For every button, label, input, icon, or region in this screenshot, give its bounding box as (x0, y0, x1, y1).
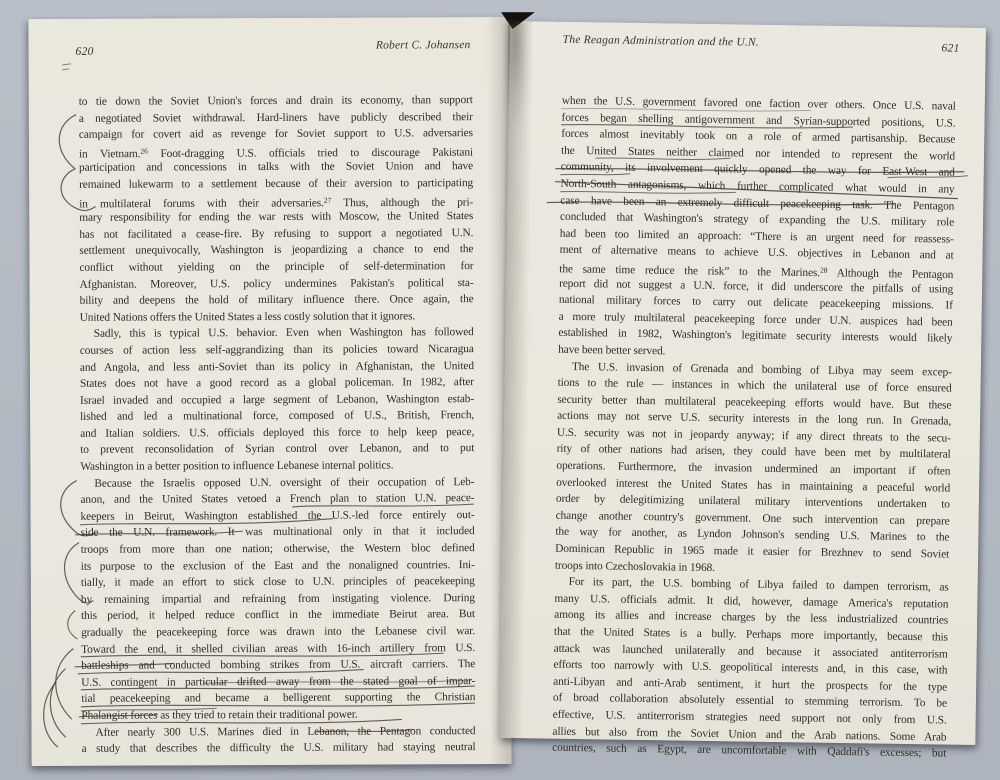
text-line: national military forces to carry out delicate peacekeeping missions. If (558, 293, 953, 312)
text-line: U.S. security was not in jeopardy anyway; if any direct threats to the secu- (556, 426, 951, 445)
text-line: keepers in Beirut, Washington established the U.S.-led force entirely out- (80, 508, 475, 523)
text-line: the United States neither claimed nor intended to represent the world (560, 144, 956, 163)
left-page-header (75, 39, 471, 58)
text-line: in multilateral forums with their adversaries.$^{27}$ Thus, although the pri- (79, 195, 474, 210)
margin-arc (68, 611, 77, 639)
text-line: battleships and conducted bombing strikes from U.S. aircraft carriers. The (81, 658, 476, 673)
text-line: of broad collaboration absolutely essential to stemming terrorism. To be (552, 692, 948, 710)
text-line: conflict without yielding on the principle of self-determination for (79, 260, 474, 274)
text-line: the same time reduce the risk” to the Marines.$^{28}$ Although the Pentagon (559, 263, 954, 282)
text-line: United Nations offers the United States a less costly solution that it ignores. (79, 310, 416, 324)
running-head: The Reagan Administration and the U.N. (562, 33, 759, 49)
page-number: 621 (941, 42, 960, 55)
left-page (28, 17, 511, 766)
text-line: in Vietnam.$^{26}$ Foot-dragging U.S. officials tried to discourage Pakistani (78, 146, 473, 161)
text-line: Because the Israelis opposed U.N. oversight of their occupation of Leb- (94, 475, 475, 490)
text-line: report did not suggest a U.N. force, it did underscore the pitfalls of using (559, 277, 954, 296)
text-line: attack was launched unilaterally and because it associated antiterrorism (553, 642, 948, 661)
text-line: U.S. contingent in particular drifted away from the stated goal of impar- (81, 674, 476, 689)
text-line: a more truly multilateral peacekeeping force under U.N. auspices had been (558, 310, 953, 329)
text-line: case have been an extremely difficult peacekeeping task. The Pentagon (560, 194, 955, 213)
text-line: tially, it made an effort to stick close to U.N. principles of peacekeeping (80, 575, 475, 590)
left-page-body-text (79, 92, 476, 757)
text-line: established in 1982, Washington's legitimate security interests would likely (558, 327, 953, 345)
text-line: campaign for covert aid as revenge for Soviet support to U.S. adversaries (78, 127, 473, 142)
text-line: among its allies and increase charges by the less industrialized countries (554, 609, 949, 627)
text-line: ment of alternative means to achieve U.S. objectives in Lebanon and at (559, 244, 954, 262)
text-line: operations. Furthermore, the invasion undermined an important if often (556, 459, 951, 478)
text-line: by remaining impartial and refraining from instigating violence. During (80, 591, 475, 606)
text-line: remained lukewarm to a settlement because of their aversion to participating (79, 177, 474, 191)
text-line: settlement unequivocally, Washington is jeopardizing a chance to end the (79, 243, 474, 258)
text-line: North-South antagonisms, which further complicated what would in any (560, 177, 955, 196)
text-line: its purpose to the exclusion of the East and the nonaligned countries. Ini- (80, 558, 475, 573)
text-line: Afghanistan. Moreover, U.S. policy undermines Pakistan's political sta- (79, 276, 474, 291)
text-line: rity of other nations had arisen, they could have been met by multilateral (556, 443, 951, 462)
text-line: community, its involvement quickly opened the way for East-West and (560, 161, 955, 179)
text-line: participation and concessions in talks with the Soviet Union and have (78, 160, 474, 175)
text-line: side the U.N. framework. It was multinational only in that it included (80, 525, 475, 540)
text-line: many U.S. officials admit. It did, however, damage America's reputation (554, 592, 949, 611)
text-line: courses of action less self-aggrandizing than its policies toward Nicaragua (79, 343, 474, 357)
right-page (499, 21, 986, 760)
text-line: a negotiated Soviet withdrawal. Hard-liners have publicly described their (78, 110, 473, 125)
text-line: Sadly, this is typical U.S. behavior. Even when Washington has followed (93, 326, 474, 341)
text-line: had been too limited an approach: “There is an urgent need for reassess- (559, 227, 954, 246)
text-line: States does not have a good record as a global policeman. In 1982, after (79, 376, 474, 390)
text-line: The U.S. invasion of Grenada and bombing of Libya may seem excep- (571, 360, 952, 379)
text-line: a study that describes the difficulty the U.S. military had staying neutral (81, 741, 476, 755)
text-line: Dominican Republic in 1965 made it easier for Brezhnev to send Soviet (555, 542, 950, 561)
right-page-body-text (552, 93, 956, 763)
text-line: when the U.S. government favored one faction over others. Once U.S. naval (561, 94, 956, 113)
text-line: actions may not serve U.S. security interests in the long run. In Grenada, (557, 410, 952, 428)
text-line: Washington in a better position to influence Lebanese internal politics. (80, 459, 394, 473)
text-line: efforts too narrowly with U.S. geopolitical interests and, in this case, with (553, 658, 948, 677)
text-line: troops from more than one nation; otherwise, the Western bloc defined (80, 542, 475, 556)
text-line: to tie down the Soviet Union's forces and drain its economy, than support (78, 94, 473, 108)
text-line: anti-Libyan and anti-Arab sentiment, it hurt the prospects for the type (553, 675, 948, 694)
margin-arc (44, 683, 58, 747)
text-line: Israel invaded and occupied a large segment of Lebanon, Washington estab- (80, 392, 475, 407)
text-line: effective, U.S. antiterrorism strategies need support not only from U.S. (552, 708, 947, 727)
text-line: to prevent reconsolidation of Syrian control over Lebanon, and to put (80, 442, 475, 457)
text-line: For its part, the U.S. bombing of Libya failed to dampen terrorism, as (568, 576, 949, 594)
text-line: Phalangist forces as they tried to retain their traditional power. (81, 708, 358, 722)
text-line: has not facilitated a cease-fire. By refusing to support a negotiated U.N. (79, 226, 474, 241)
text-line: bility and deepens the hold of military influence there. Once again, the (79, 293, 474, 307)
text-line: gradually the peacekeeping force was drawn into the Lebanese civil war. (81, 625, 476, 639)
text-line: change another country's government. One such intervention can prepare (555, 509, 950, 528)
text-line: this period, it helped reduce conflict in the immediate Beirut area. But (80, 608, 476, 623)
text-line: mary responsibility for ending the war rests with Moscow, the United States (79, 210, 474, 224)
text-line: Toward the end, it shelled civilian areas with 16-inch artillery from U.S. (81, 641, 476, 656)
text-line: order by delegitimizing unilateral military interventions undertaken to (555, 492, 950, 511)
margin-arc (50, 669, 65, 737)
text-line: security better than multilateral peacekeeping efforts would have. But these (557, 393, 952, 412)
text-line: troops into Czechoslovakia in 1968. (554, 559, 716, 574)
text-line: allies but also from the Soviet Union and the Arab nations. Some Arab (552, 725, 947, 744)
spine-smudge (504, 22, 530, 132)
running-head: Robert C. Johansen (375, 39, 471, 52)
text-line: and Italian soldiers. U.S. officials deployed this force to help keep peace, (80, 425, 475, 440)
text-line: and Angola, and less anti-Soviet than its policy in Afghanistan, the United (79, 359, 474, 374)
text-line: have been better served. (558, 343, 666, 358)
text-line: overlooked interest the United States has in maintaining a peaceful world (556, 476, 951, 495)
text-line: anon, and the United States vetoed a French plan to station U.N. peace- (80, 492, 475, 507)
margin-arc (56, 649, 74, 719)
pen-dash-mark (63, 64, 71, 70)
right-page-header (562, 33, 960, 55)
text-line: countries, such as Egypt, are uncomfortable with Qaddafi's excesses; but (552, 741, 947, 760)
text-line: forces almost inevitably took on a role of armed partisanship. Because (561, 127, 956, 146)
text-line: the way for another, as Lyndon Johnson's sending U.S. Marines to the (555, 526, 950, 545)
text-line: concluded that Washington's strategy of expanding the U.S. military role (560, 210, 955, 229)
page-number: 620 (75, 45, 94, 58)
text-line: tions to the rule — instances in which the unilateral use of force ensured (557, 376, 952, 395)
text-line: lished and led a multinational force, composed of U.S., British, French, (80, 409, 475, 424)
text-line: tial peacekeeping and became a belligerent supporting the Christian (81, 691, 476, 706)
text-line: that the United States is a bully. Perhaps more importantly, because this (553, 625, 948, 644)
text-line: After nearly 300 U.S. Marines died in Lebanon, the Pentagon conducted (95, 724, 476, 739)
text-line: forces began shelling antigovernment and Syrian-supported positions, U.S. (561, 111, 956, 130)
